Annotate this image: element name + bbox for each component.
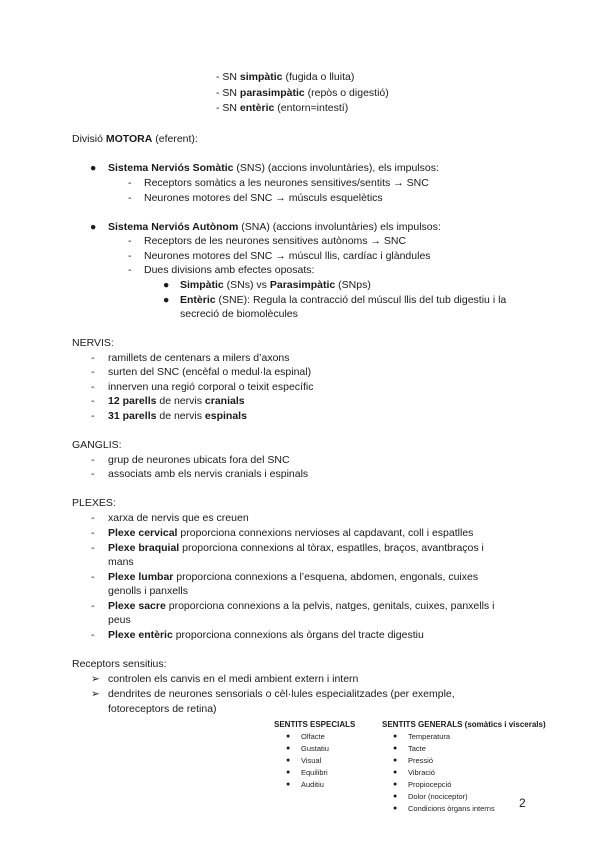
general-sense-item: Tacte: [408, 744, 426, 753]
page-number: 2: [519, 796, 526, 810]
dash-icon: -: [91, 381, 95, 393]
plexes-item-cont: peus: [108, 614, 131, 626]
bullet-icon: ●: [163, 294, 170, 306]
bullet-icon: ●: [393, 745, 398, 752]
dash-icon: -: [128, 192, 132, 204]
bullet-icon: ●: [286, 781, 291, 788]
receptors-item: controlen els canvis en el medi ambient extern i intern: [108, 673, 359, 685]
bullet-icon: ●: [286, 769, 291, 776]
receptors-item-cont: fotoreceptors de retina): [108, 703, 217, 715]
bullet-icon: ●: [393, 769, 398, 776]
plexes-item: Plexe lumbar proporciona connexions a l’esquena, abdomen, engonals, cuixes: [108, 571, 479, 583]
intro-item: - SN entèric (entorn=intestí): [216, 102, 349, 114]
bullet-icon: ●: [393, 757, 398, 764]
sna-division-item: Simpàtic (SNs) vs Parasimpàtic (SNps): [180, 279, 371, 291]
nervis-item: ramillets de centenars a milers d’axons: [108, 352, 290, 364]
dash-icon: -: [128, 264, 132, 276]
plexes-item: xarxa de nervis que es creuen: [108, 512, 249, 524]
sna-item: Sistema Nerviós Autònom (SNA) (accions involuntàries) els impulsos:: [108, 221, 441, 233]
general-sense-item: Vibració: [408, 768, 435, 777]
dash-icon: -: [91, 542, 95, 554]
bullet-icon: ●: [393, 733, 398, 740]
nervis-item: 12 parells de nervis cranials: [108, 395, 245, 407]
nervis-item: 31 parells de nervis espinals: [108, 410, 247, 422]
intro-item: - SN parasimpàtic (repòs o digestió): [216, 87, 389, 99]
general-sense-item: Condicions òrgans interns: [408, 804, 495, 813]
general-sense-item: Dolor (nociceptor): [408, 792, 468, 801]
sna-division-item-cont: secreció de biomolècules: [180, 308, 298, 320]
bullet-icon: ●: [163, 279, 170, 291]
plexes-item: Plexe cervical proporciona connexions nervioses al capdavant, coll i espatlles: [108, 527, 474, 539]
sns-sub-item: Receptors somàtics a les neurones sensitives/sentits → SNC: [144, 177, 429, 189]
intro-item: - SN simpàtic (fugida o lluita): [216, 71, 355, 83]
bullet-icon: ●: [286, 733, 291, 740]
general-sense-item: Temperatura: [408, 732, 451, 741]
bullet-icon: ●: [90, 162, 97, 174]
general-senses-heading: SENTITS GENERALS (somàtics i viscerals): [382, 720, 546, 729]
sns-item: Sistema Nerviós Somàtic (SNS) (accions involuntàries), els impulsos:: [108, 162, 439, 174]
bullet-icon: ●: [286, 745, 291, 752]
nervis-item: surten del SNC (encèfal o medul·la espinal): [108, 366, 312, 378]
dash-icon: -: [91, 410, 95, 422]
general-sense-item: Propiocepció: [408, 780, 452, 789]
sna-sub-item: Neurones motores del SNC → múscul llis, cardíac i glàndules: [144, 250, 431, 262]
dash-icon: -: [91, 454, 95, 466]
sna-sub-item: Dues divisions amb efectes oposats:: [144, 264, 315, 276]
dash-icon: -: [91, 600, 95, 612]
special-sense-item: Auditiu: [301, 780, 324, 789]
dash-icon: -: [128, 177, 132, 189]
plexes-item: Plexe braquial proporciona connexions al tòrax, espatlles, braços, avantbraços i: [108, 542, 484, 554]
dash-icon: -: [91, 629, 95, 641]
arrowhead-icon: ➢: [91, 688, 100, 700]
bullet-icon: ●: [393, 805, 398, 812]
section-heading-ganglis: GANGLIS:: [72, 439, 122, 451]
plexes-item-cont: mans: [108, 556, 134, 568]
dash-icon: -: [91, 366, 95, 378]
section-heading-plexes: PLEXES:: [72, 497, 116, 509]
bullet-icon: ●: [90, 221, 97, 233]
plexes-item: Plexe entèric proporciona connexions als òrgans del tracte digestiu: [108, 629, 424, 641]
sna-division-item: Entèric (SNE): Regula la contracció del múscul llis del tub digestiu i la: [180, 294, 507, 306]
plexes-item: Plexe sacre proporciona connexions a la pelvis, natges, genitals, cuixes, panxells i: [108, 600, 495, 612]
section-heading-nervis: NERVIS:: [72, 337, 114, 349]
special-sense-item: Visual: [301, 756, 322, 765]
section-heading-motora: Divisió MOTORA (eferent):: [72, 133, 198, 145]
sns-sub-item: Neurones motores del SNC → músculs esquelètics: [144, 192, 383, 204]
plexes-item-cont: genolls i panxells: [108, 585, 188, 597]
sna-sub-item: Receptors de les neurones sensitives autònoms → SNC: [144, 235, 407, 247]
general-sense-item: Pressió: [408, 756, 434, 765]
dash-icon: -: [91, 395, 95, 407]
dash-icon: -: [91, 571, 95, 583]
ganglis-item: associats amb els nervis cranials i espinals: [108, 468, 309, 480]
section-heading-receptors: Receptors sensitius:: [72, 658, 167, 670]
special-sense-item: Olfacte: [301, 732, 325, 741]
special-sense-item: Gustatiu: [301, 744, 329, 753]
bullet-icon: ●: [393, 781, 398, 788]
bullet-icon: ●: [286, 757, 291, 764]
dash-icon: -: [91, 527, 95, 539]
dash-icon: -: [91, 468, 95, 480]
receptors-item: dendrites de neurones sensorials o cèl·lules especialitzades (per exemple,: [108, 688, 455, 700]
dash-icon: -: [128, 235, 132, 247]
dash-icon: -: [91, 352, 95, 364]
dash-icon: -: [128, 250, 132, 262]
dash-icon: -: [91, 512, 95, 524]
bullet-icon: ●: [393, 793, 398, 800]
special-senses-heading: SENTITS ESPECIALS: [274, 720, 356, 729]
ganglis-item: grup de neurones ubicats fora del SNC: [108, 454, 290, 466]
nervis-item: innerven una regió corporal o teixit específic: [108, 381, 314, 393]
special-sense-item: Equilibri: [301, 768, 328, 777]
arrowhead-icon: ➢: [91, 673, 100, 685]
